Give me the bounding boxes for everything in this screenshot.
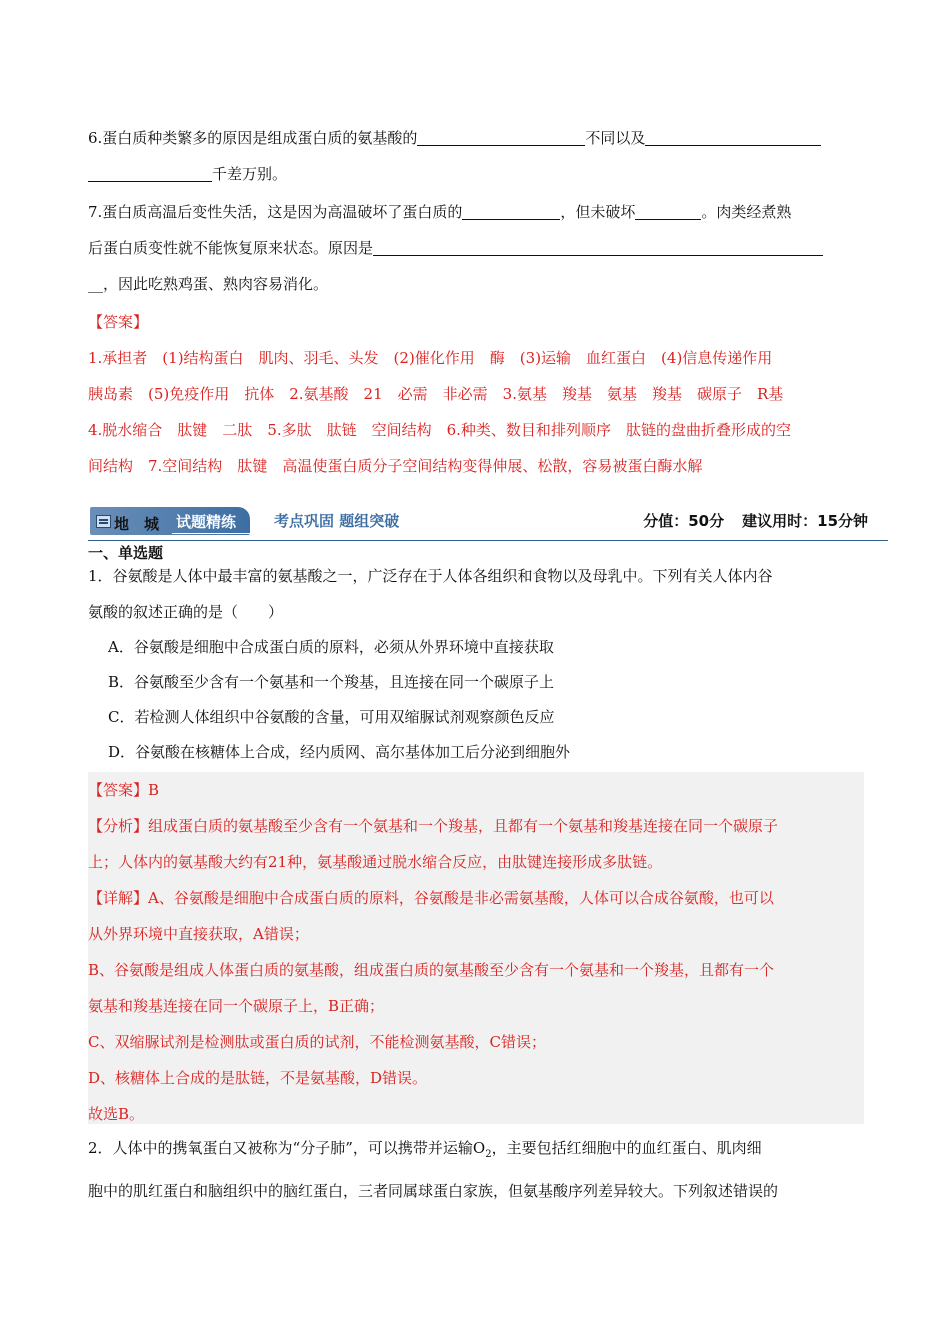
q7-text-5: __，因此吃熟鸡蛋、熟肉容易消化。 bbox=[88, 275, 329, 293]
q6-blank-3[interactable] bbox=[88, 163, 212, 182]
section-header-bar bbox=[88, 502, 888, 541]
q1-stem: 1．谷氨酸是人体中最丰富的氨基酸之一，广泛存在于人体各组织和食物以及母乳中。下列有关人体内谷 bbox=[88, 567, 773, 585]
q2-line2: 胞中的肌红蛋白和脑组织中的脑红蛋白，三者同属球蛋白家族，但氨基酸序列差异较大。下列叙述错误的 bbox=[88, 1182, 779, 1200]
question-2 bbox=[88, 1130, 864, 1209]
question-7 bbox=[88, 194, 864, 302]
q1-detail: 氨基和羧基连接在同一个碳原子上，B正确； bbox=[88, 997, 385, 1015]
q7-text-2: ，但未破坏 bbox=[560, 203, 636, 221]
section-subtitle: 考点巩固 题组突破 bbox=[274, 512, 400, 530]
q1-explanation bbox=[88, 772, 864, 1132]
list-icon bbox=[96, 515, 111, 528]
score-label: 分值：50分 bbox=[643, 512, 725, 530]
q7-blank-1[interactable] bbox=[462, 201, 560, 220]
section-title: 试题精练 bbox=[176, 513, 237, 531]
tab-underline bbox=[172, 533, 250, 534]
q1-options bbox=[88, 630, 864, 770]
time-label: 建议用时：15分钟 bbox=[742, 512, 868, 530]
q1-detail: D、核糖体上合成的是肽链，不是氨基酸，D错误。 bbox=[88, 1069, 428, 1087]
answer-line: 1.承担者 (1)结构蛋白 肌肉、羽毛、头发 (2)催化作用 酶 (3)运输 血红蛋白 (4)信息传递作用 bbox=[88, 349, 773, 367]
q7-blank-3[interactable] bbox=[373, 237, 823, 256]
q1-analysis: 【分析】组成蛋白质的氨基酸至少含有一个氨基和一个羧基，且都有一个氨基和羧基连接在同一个碳原子 bbox=[88, 817, 779, 835]
option-a[interactable]: A．谷氨酸是细胞中合成蛋白质的原料，必须从外界环境中直接获取 bbox=[108, 638, 554, 656]
q2-line1 bbox=[88, 1130, 864, 1173]
answer-line: 间结构 7.空间结构 肽键 高温使蛋白质分子空间结构变得伸展、松散，容易被蛋白酶水解 bbox=[88, 457, 703, 475]
q1-conclusion: 故选B。 bbox=[88, 1105, 145, 1123]
q7-line1 bbox=[88, 194, 864, 230]
q1-stem: 氨酸的叙述正确的是（ ） bbox=[88, 603, 284, 621]
q6-text-1: 6.蛋白质种类繁多的原因是组成蛋白质的氨基酸的 bbox=[88, 129, 418, 147]
section-heading: 一、单选题 bbox=[88, 544, 164, 562]
answer-line: 4.脱水缩合 肽键 二肽 5.多肽 肽链 空间结构 6.种类、数目和排列顺序 肽链的盘曲折叠形成的空 bbox=[88, 421, 791, 439]
option-c[interactable]: C．若检测人体组织中谷氨酸的含量，可用双缩脲试剂观察颜色反应 bbox=[108, 708, 555, 726]
answer-line: 胰岛素 (5)免疫作用 抗体 2.氨基酸 21 必需 非必需 3.氨基 羧基 氨基 羧基 碳原子 R基 bbox=[88, 385, 784, 403]
q1-analysis: 上；人体内的氨基酸大约有21种，氨基酸通过脱水缩合反应，由肽键连接形成多肽链。 bbox=[88, 853, 663, 871]
q1-detail: 【详解】A、谷氨酸是细胞中合成蛋白质的原料，谷氨酸是非必需氨基酸，人体可以合成谷氨酸，也可以 bbox=[88, 889, 774, 907]
q6-blank-2[interactable] bbox=[645, 127, 821, 146]
q1-detail: C、双缩脲试剂是检测肽或蛋白质的试剂，不能检测氨基酸，C错误； bbox=[88, 1033, 546, 1051]
q6-blank-1[interactable] bbox=[417, 127, 585, 146]
answer-label: 【答案】 bbox=[88, 313, 149, 331]
q7-line2 bbox=[88, 230, 864, 266]
q7-text-4: 后蛋白质变性就不能恢复原来状态。原因是 bbox=[88, 239, 374, 257]
q1-answer: 【答案】B bbox=[88, 781, 160, 799]
q6-line2 bbox=[88, 156, 864, 192]
option-b[interactable]: B．谷氨酸至少含有一个氨基和一个羧基，且连接在同一个碳原子上 bbox=[108, 673, 555, 691]
q7-text-3: 。肉类经煮熟 bbox=[701, 203, 792, 221]
question-1 bbox=[88, 558, 864, 630]
q2-subscript: 2 bbox=[485, 1149, 492, 1160]
answer-block-1 bbox=[88, 304, 864, 484]
q6-text-3: 千差万别。 bbox=[212, 165, 288, 183]
tab-cover-text: 地 城 bbox=[114, 515, 160, 533]
q2-text-1: 2．人体中的携氧蛋白又被称为“分子肺”，可以携带并运输O bbox=[88, 1139, 486, 1157]
question-6 bbox=[88, 120, 864, 192]
section-meta bbox=[625, 510, 868, 531]
q6-line1 bbox=[88, 120, 864, 156]
q6-text-2: 不同以及 bbox=[585, 129, 646, 147]
option-d[interactable]: D．谷氨酸在核糖体上合成，经内质网、高尔基体加工后分泌到细胞外 bbox=[108, 743, 571, 761]
q7-line3 bbox=[88, 266, 864, 302]
q1-detail: B、谷氨酸是组成人体蛋白质的氨基酸，组成蛋白质的氨基酸至少含有一个氨基和一个羧基，且都有一个 bbox=[88, 961, 775, 979]
q2-text-2: ，主要包括红细胞中的血红蛋白、肌肉细 bbox=[491, 1139, 762, 1157]
q1-detail: 从外界环境中直接获取，A错误； bbox=[88, 925, 309, 943]
q7-text-1: 7.蛋白质高温后变性失活，这是因为高温破坏了蛋白质的 bbox=[88, 203, 463, 221]
section-tab bbox=[90, 507, 250, 535]
q7-blank-2[interactable] bbox=[635, 201, 701, 220]
